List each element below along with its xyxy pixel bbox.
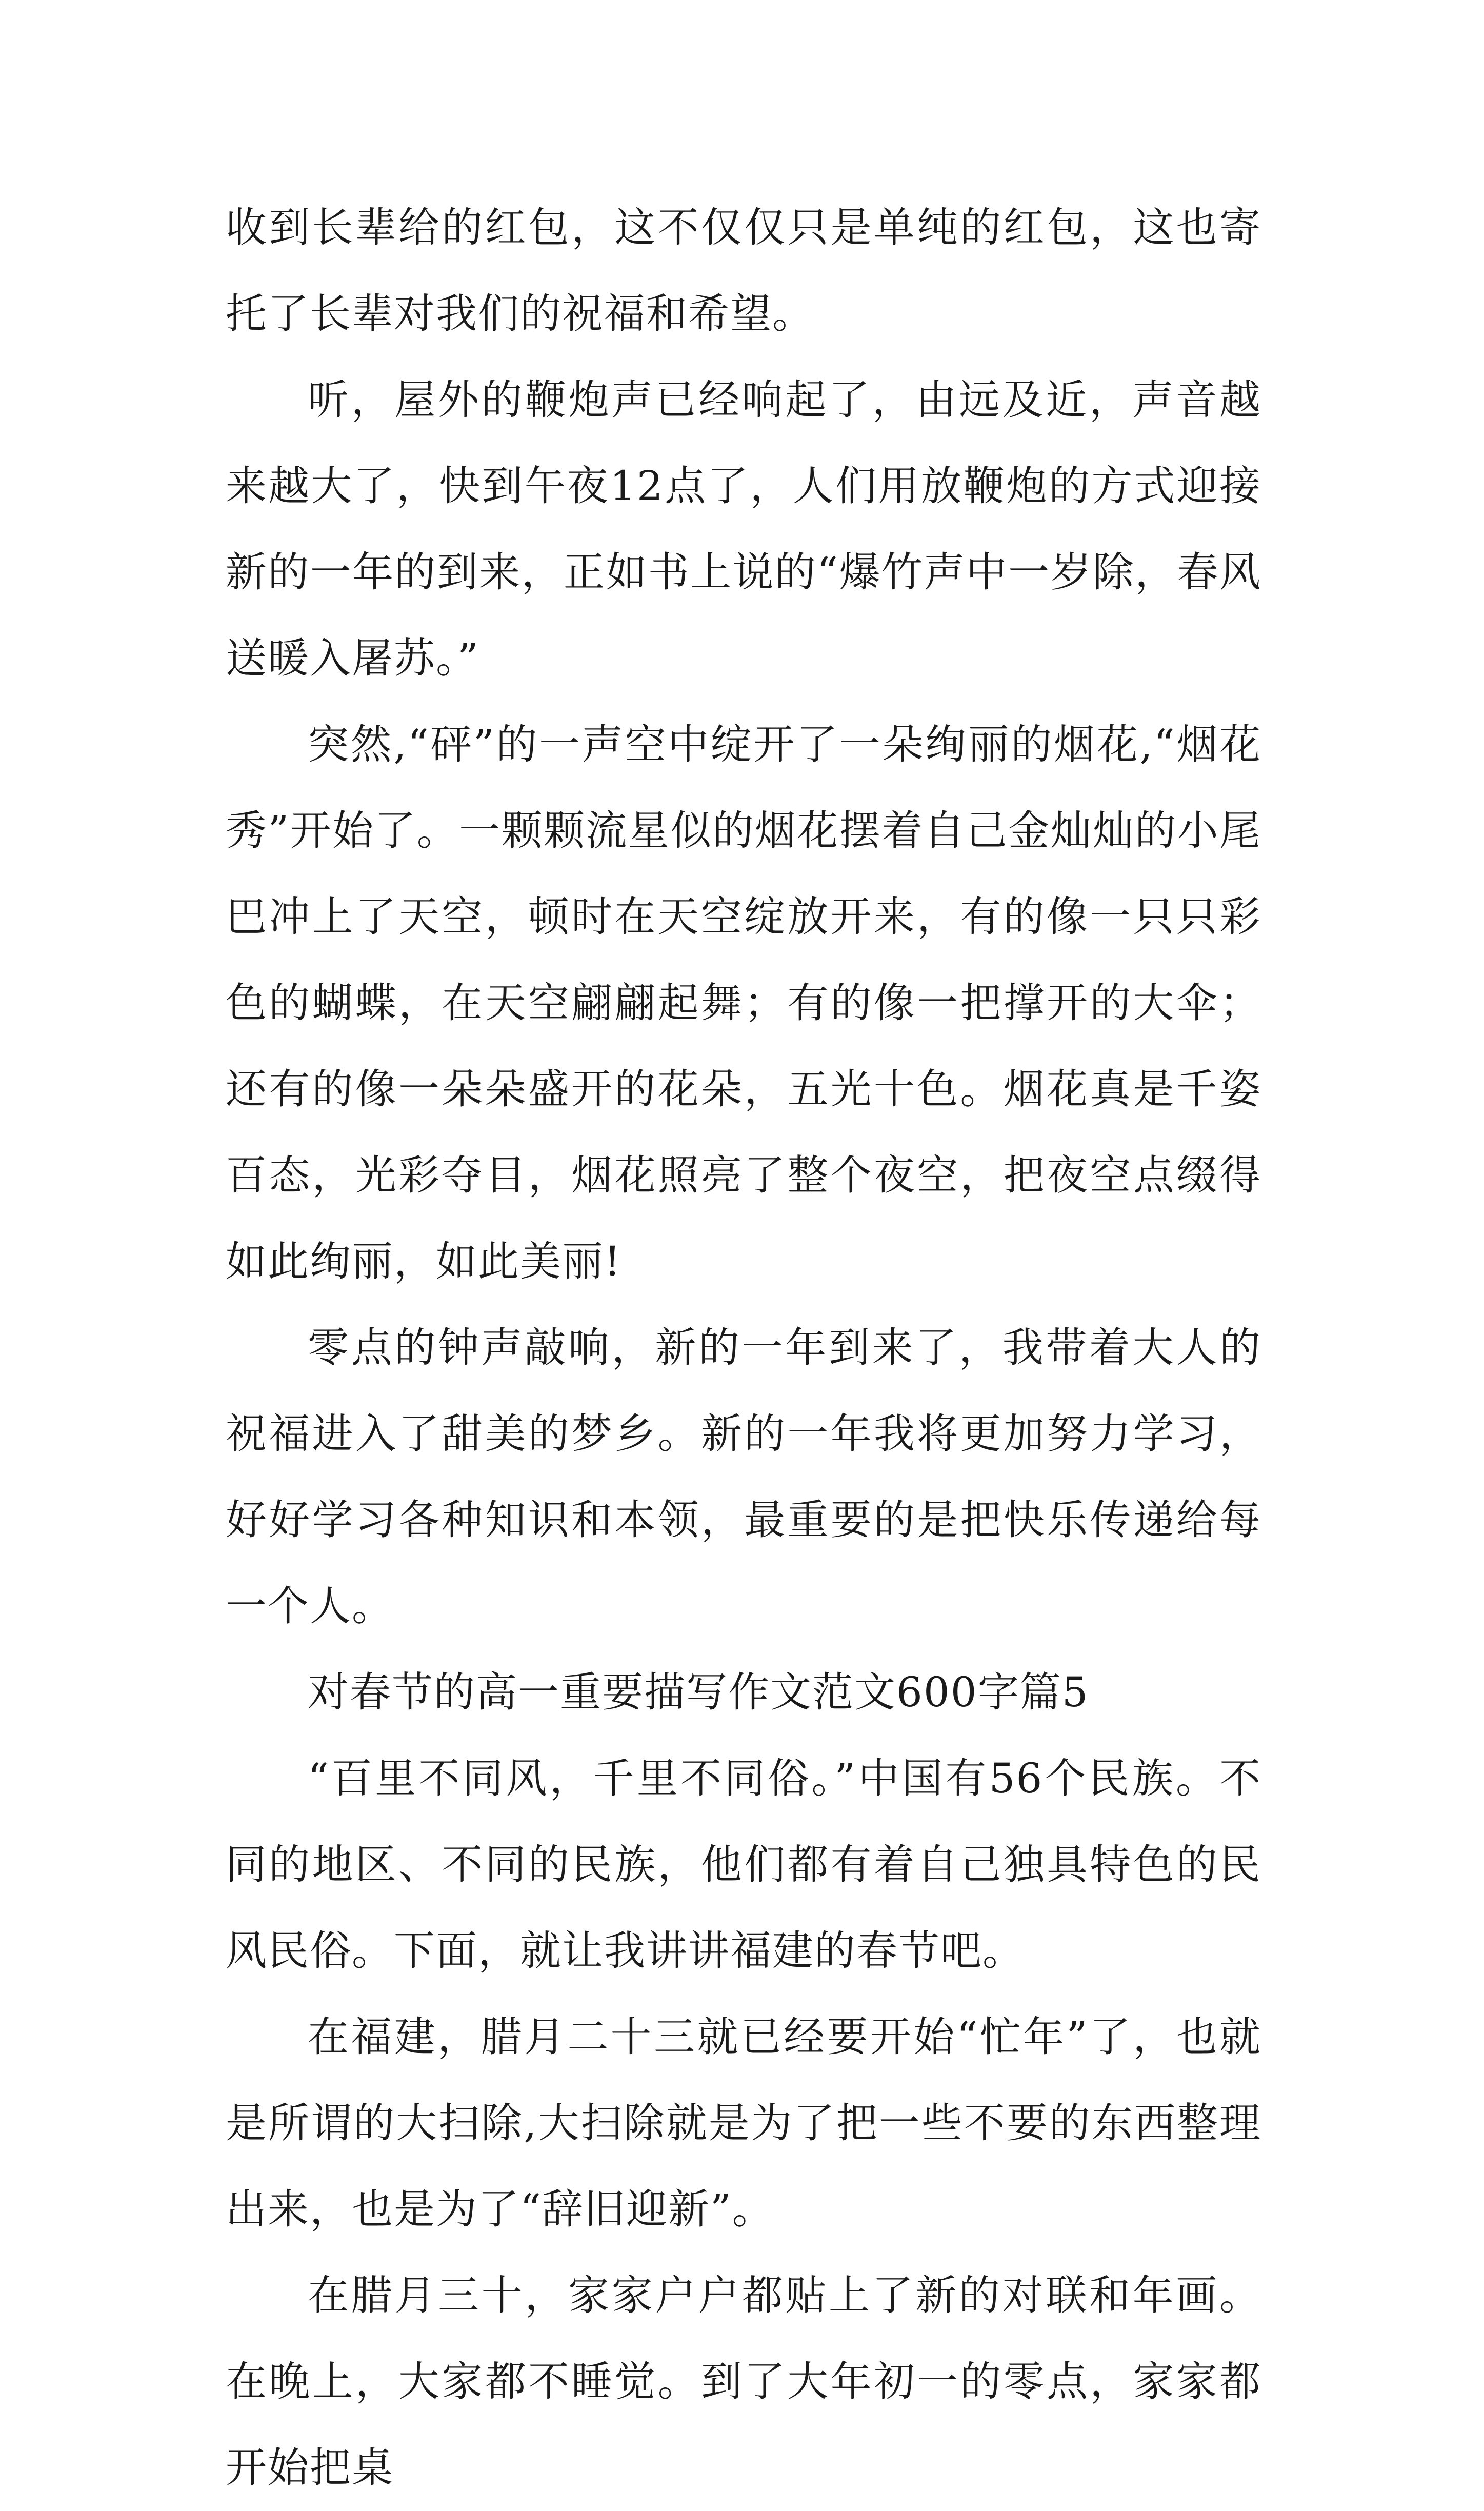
- paragraph-1: 收到长辈给的红包，这不仅仅只是单纯的红包，这也寄托了长辈对我们的祝福和希望。: [226, 204, 1261, 337]
- section-heading: 对春节的高一重要描写作文范文600字篇5: [308, 1668, 1089, 1716]
- paragraph-6: 在福建，腊月二十三就已经要开始“忙年”了，也就是所谓的大扫除,大扫除就是为了把一些不要的东西整理出来，也是为了“辞旧迎新”。: [226, 2013, 1261, 2233]
- paragraph-3: 突然,“砰”的一声空中绽开了一朵绚丽的烟花,“烟花秀”开始了。一颗颗流星似的烟花摆着自己金灿灿的小尾巴冲上了天空，顿时在天空绽放开来，有的像一只只彩色的蝴蝶，在天空翩翩起舞；有的像一把撑开的大伞；还有的像一朵朵盛开的花朵，五光十色。烟花真是千姿百态，光彩夺目，烟花照亮了整个夜空，把夜空点缀得如此绚丽，如此美丽!: [226, 721, 1261, 1285]
- paragraph-7: 在腊月三十，家家户户都贴上了新的对联和年画。在晚上，大家都不睡觉。到了大年初一的零点，家家都开始把桌: [226, 2271, 1261, 2492]
- document-body: [226, 185, 1261, 2511]
- paragraph-4: 零点的钟声敲响，新的一年到来了，我带着大人的祝福进入了甜美的梦乡。新的一年我将更加努力学习，好好学习各种知识和本领，最重要的是把快乐传递给每一个人。: [226, 1324, 1261, 1630]
- paragraph-5: “百里不同风，千里不同俗。”中国有56个民族。不同的地区、不同的民族，他们都有着自己独具特色的民风民俗。下面，就让我讲讲福建的春节吧。: [226, 1755, 1261, 1975]
- paragraph-2: 听，屋外的鞭炮声已经响起了，由远及近，声音越来越大了，快到午夜12点了，人们用放鞭炮的方式迎接新的一年的到来，正如书上说的“爆竹声中一岁除，春风送暖入屠苏。”: [226, 376, 1261, 682]
